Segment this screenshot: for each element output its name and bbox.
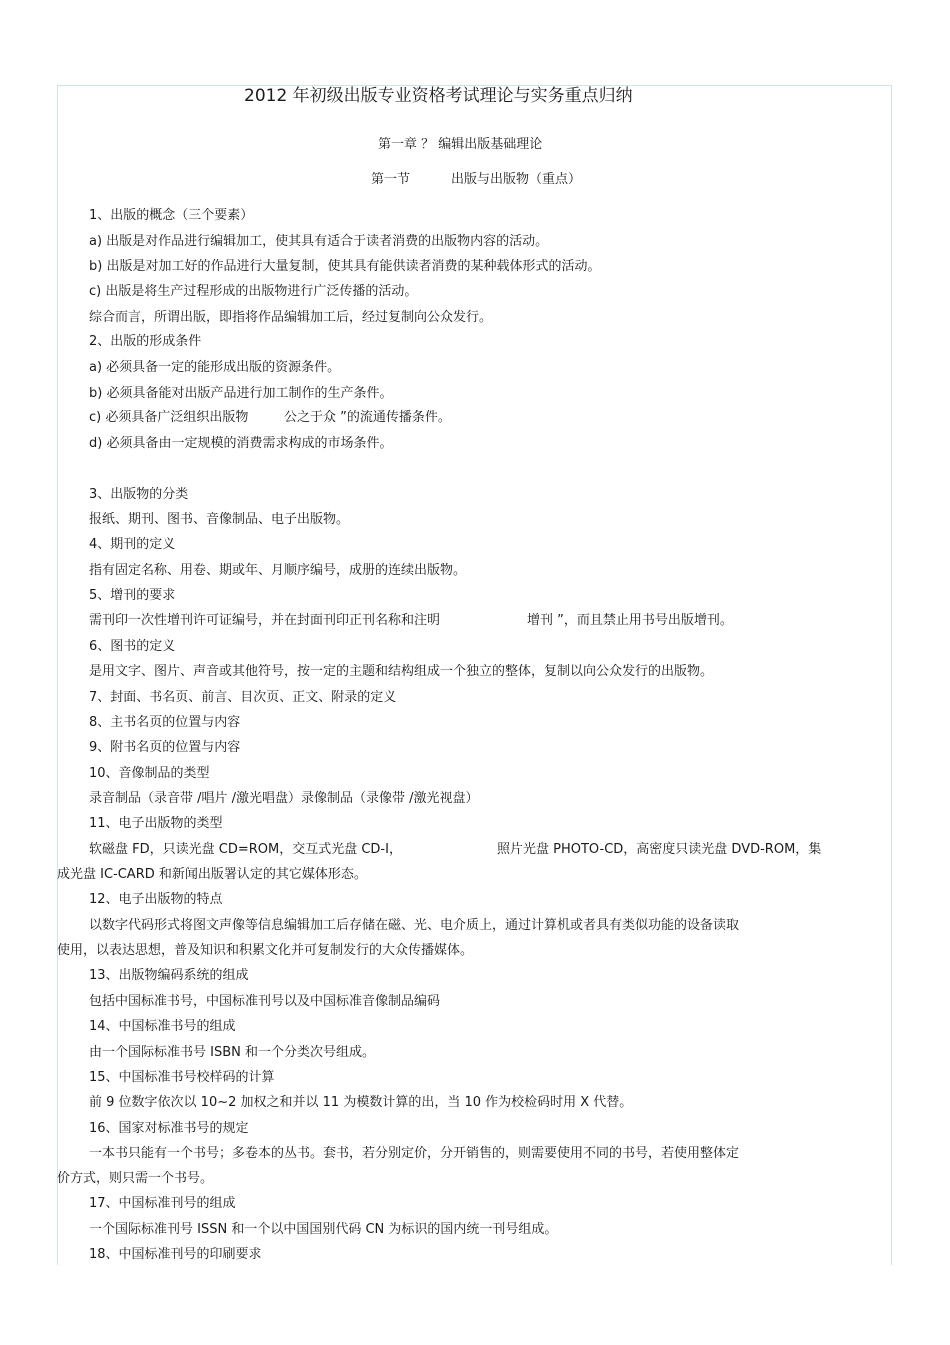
text-line: 前 9 位数字依次以 10~2 加权之和并以 11 为模数计算的出，当 10 作为校检码时用 X 代替。	[89, 1095, 633, 1110]
text-line: 10、音像制品的类型	[89, 766, 210, 781]
text-line: 使用，以表达思想，普及知识和积累文化并可复制发行的大众传播媒体。	[57, 943, 474, 958]
section-title: 出版与出版物（重点）	[451, 172, 582, 187]
text-line: 16、国家对标准书号的规定	[89, 1121, 249, 1136]
text-line: 3、出版物的分类	[89, 487, 189, 502]
text-line: 4、期刊的定义	[89, 537, 176, 552]
text-line: b) 出版是对加工好的作品进行大量复制，使其具有能供读者消费的某种载体形式的活动。	[89, 259, 601, 274]
text-line: c) 必须具备广泛组织出版物	[89, 410, 249, 425]
text-line: 6、图书的定义	[89, 639, 176, 654]
text-line: 价方式，则只需一个书号。	[57, 1171, 214, 1186]
text-line: 增刊 ”，而且禁止用书号出版增刊。	[527, 613, 733, 628]
text-line: 8、主书名页的位置与内容	[89, 715, 241, 730]
text-line: 1、出版的概念（三个要素）	[89, 208, 254, 223]
text-line: 2、出版的形成条件	[89, 334, 202, 349]
text-line: a) 出版是对作品进行编辑加工，使其具有适合于读者消费的出版物内容的活动。	[89, 234, 549, 249]
text-line: 9、附书名页的位置与内容	[89, 740, 241, 755]
text-line: 软磁盘 FD，只读光盘 CD=ROM，交互式光盘 CD-I，	[89, 842, 402, 857]
text-line: 一个国际标准刊号 ISSN 和一个以中国国别代码 CN 为标识的国内统一刊号组成。	[89, 1222, 558, 1237]
text-line: 成光盘 IC-CARD 和新闻出版署认定的其它媒体形态。	[57, 867, 367, 882]
text-line: 5、增刊的要求	[89, 588, 176, 603]
text-line: 照片光盘 PHOTO-CD，高密度只读光盘 DVD-ROM，集	[497, 842, 822, 857]
text-line: 包括中国标准书号，中国标准刊号以及中国标准音像制品编码	[89, 994, 441, 1009]
text-line: 是用文字、图片、声音或其他符号，按一定的主题和结构组成一个独立的整体，复制以向公众发行的出版物。	[89, 664, 714, 679]
text-line: 12、电子出版物的特点	[89, 892, 223, 907]
text-line: a) 必须具备一定的能形成出版的资源条件。	[89, 360, 341, 375]
text-line: 13、出版物编码系统的组成	[89, 968, 249, 983]
text-line: 公之于众 ”的流通传播条件。	[284, 410, 451, 425]
text-line: 17、中国标准刊号的组成	[89, 1196, 236, 1211]
text-line: d) 必须具备由一定规模的消费需求构成的市场条件。	[89, 436, 393, 451]
text-line: 18、中国标准刊号的印刷要求	[89, 1247, 262, 1262]
text-line: 综合而言，所谓出版，即指将作品编辑加工后，经过复制向公众发行。	[89, 310, 493, 325]
text-line: 11、电子出版物的类型	[89, 816, 223, 831]
text-line: c) 出版是将生产过程形成的出版物进行广泛传播的活动。	[89, 284, 418, 299]
text-line: 需刊印一次性增刊许可证编号，并在封面刊印正刊名称和注明	[89, 613, 441, 628]
document-title: 2012 年初级出版专业资格考试理论与实务重点归纳	[244, 86, 633, 106]
text-line: 指有固定名称、用卷、期或年、月顺序编号，成册的连续出版物。	[89, 563, 467, 578]
text-line: 以数字代码形式将图文声像等信息编辑加工后存储在磁、光、电介质上，通过计算机或者具有类似功能的设备读取	[89, 918, 740, 933]
section-number: 第一节	[371, 172, 411, 187]
text-line: 15、中国标准书号校样码的计算	[89, 1070, 275, 1085]
text-line: 7、封面、书名页、前言、目次页、正文、附录的定义	[89, 690, 397, 705]
text-line: 由一个国际标准书号 ISBN 和一个分类次号组成。	[89, 1045, 375, 1060]
text-line: 一本书只能有一个书号；多卷本的丛书。套书，若分别定价，分开销售的，则需要使用不同的书号，若使用整体定	[89, 1146, 740, 1161]
text-line: 报纸、期刊、图书、音像制品、电子出版物。	[89, 512, 350, 527]
text-line: 录音制品（录音带 /唱片 /激光唱盘）录像制品（录像带 /激光视盘）	[89, 791, 479, 806]
text-line: 14、中国标准书号的组成	[89, 1019, 236, 1034]
chapter-heading: 第一章 ？ 编辑出版基础理论	[378, 137, 543, 152]
text-line: b) 必须具备能对出版产品进行加工制作的生产条件。	[89, 386, 393, 401]
